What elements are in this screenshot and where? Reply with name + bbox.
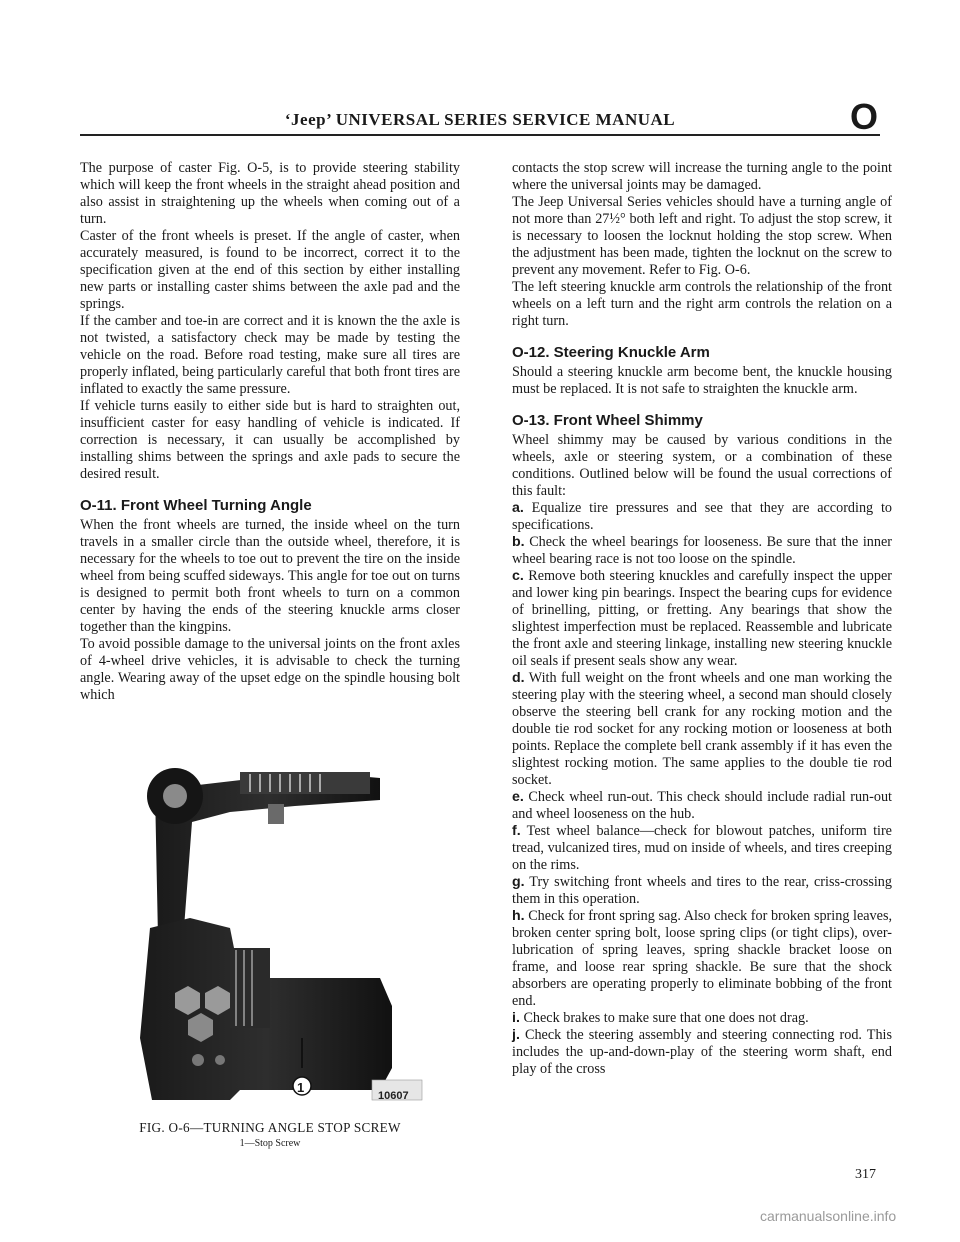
item-text: Try switching front wheels and tires to the rear, criss-crossing them in this operation.	[512, 874, 892, 907]
item-text: With full weight on the front wheels and one man working the steering play with the steering wheel, a second man should closely observe the steering bell crank for any rocking motion and the double tie rod socket for any rocking motion or looseness at both points. Replace the complete bell crank assembly if it has even the slightest rocking motion. The same applies to the double tie rod socket.	[512, 670, 892, 788]
item-label: c.	[512, 568, 524, 584]
list-item	[512, 823, 892, 874]
left-column	[80, 160, 460, 1149]
item-text: Check the steering assembly and steering connecting rod. This includes the up-and-down-play of the steering worm shaft, end play of the cross	[512, 1027, 893, 1077]
paragraph: To avoid possible damage to the universal joints on the front axles of 4-wheel drive vehicles, it is advisable to check the turning angle. Wearing away of the upset edge on the spindle housing bolt which	[80, 636, 460, 703]
steering-knuckle-photo	[80, 738, 460, 1110]
section-heading-o13: O-13. Front Wheel Shimmy	[512, 412, 703, 429]
paragraph: If vehicle turns easily to either side but is hard to straighten out, insufficient caster for easy handling of vehicle is indicated. If correction is necessary, it can usually be accomplished by installing shims between the springs and axle pads to secure the desired result.	[80, 398, 460, 482]
paragraph: The left steering knuckle arm controls the relationship of the front wheels on a left turn and the right arm controls the relation on a right turn.	[512, 279, 892, 329]
page-number: 317	[855, 1167, 876, 1182]
item-label: h.	[512, 908, 525, 924]
item-text: Check the wheel bearings for looseness. Be sure that the inner wheel bearing race is not too loose on the spindle.	[512, 534, 893, 567]
list-item	[512, 670, 892, 789]
paragraph: The Jeep Universal Series vehicles should have a turning angle of not more than 27½° both left and right. To adjust the stop screw, it is necessary to loosen the locknut holding the stop screw. When the adjustment has been made, tighten the locknut on the screw to prevent any movement. Refer to Fig. O-6.	[512, 194, 892, 278]
site-watermark: carmanualsonline.info	[760, 1208, 897, 1224]
item-text: Remove both steering knuckles and carefully inspect the upper and lower king pin bearings. Inspect the bearing cups for evidence of brinelling, pitting, or fretting. Any bearings that show the slightest imperfection must be replaced. Reassemble and lubricate the front axle and steering linkage, installing new steering knuckle oil seals if present seals show any wear.	[512, 568, 892, 669]
item-text: Test wheel balance—check for blowout patches, uniform tire tread, vulcanized tires, mud on inside of wheels, and tires creeping on the rims.	[512, 823, 892, 873]
paragraph: Wheel shimmy may be caused by various conditions in the wheels, axle or steering system, or a combination of these conditions. Outlined below will be found the usual corrections of this fault:	[512, 432, 892, 499]
figure-turning-angle-stop-screw	[80, 738, 460, 1110]
item-label: g.	[512, 874, 525, 890]
callout-1: 1	[297, 1080, 305, 1095]
item-label: d.	[512, 670, 525, 686]
item-label: b.	[512, 534, 525, 550]
list-item	[512, 1010, 892, 1027]
item-text: Check wheel run-out. This check should include radial run-out and wheel looseness on the hub.	[512, 789, 893, 822]
paragraph: contacts the stop screw will increase the turning angle to the point where the universal joints may be damaged.	[512, 160, 892, 193]
figure-legend: 1—Stop Screw	[239, 1138, 301, 1149]
list-item	[512, 1027, 892, 1078]
section-heading-o12: O-12. Steering Knuckle Arm	[512, 344, 710, 361]
item-label: i.	[512, 1010, 520, 1026]
list-item	[512, 534, 892, 568]
item-label: j.	[512, 1027, 520, 1043]
item-label: a.	[512, 500, 524, 516]
list-item	[512, 789, 892, 823]
item-label: f.	[512, 823, 521, 839]
paragraph: Caster of the front wheels is preset. If the angle of caster, when accurately measured, is found to be incorrect, correct it to the specification given at the end of this section by either installing new parts or installing caster shims between the axle pad and the springs.	[80, 228, 460, 312]
figure-number: 10607	[378, 1090, 409, 1102]
figure-caption: FIG. O-6—TURNING ANGLE STOP SCREW	[139, 1120, 401, 1135]
paragraph: When the front wheels are turned, the inside wheel on the turn travels in a smaller circle than the outside wheel, therefore, it is necessary for the wheels to toe out to prevent the tire on the inside wheel from being scuffed sideways. This angle for toe out on turns is designed to permit both front wheels to turn on a common center by having the ends of the steering knuckle arms closer together than the kingpins.	[80, 517, 460, 635]
right-column	[512, 160, 892, 1078]
item-label: e.	[512, 789, 524, 805]
section-letter: O	[849, 96, 878, 137]
section-heading-o11: O-11. Front Wheel Turning Angle	[80, 497, 312, 514]
manual-title: ‘Jeep’ UNIVERSAL SERIES SERVICE MANUAL	[284, 110, 676, 129]
paragraph: If the camber and toe-in are correct and it is known the the axle is not twisted, a satisfactory check may be made by testing the vehicle on the road. Before road testing, make sure all tires are properly inflated, being particularly careful that both front tires are inflated to exactly the same pressure.	[80, 313, 460, 397]
list-item	[512, 908, 892, 1010]
list-item	[512, 874, 892, 908]
paragraph: The purpose of caster Fig. O-5, is to provide steering stability which will keep the front wheels in the straight ahead position and also assist in straightening up the wheels when coming out of a turn.	[80, 160, 460, 227]
list-item	[512, 500, 892, 534]
list-item	[512, 568, 892, 670]
item-text: Check for front spring sag. Also check for broken spring leaves, broken center spring bolt, loose spring clips (or tight clips), over-lubrication of spring leaves, spring shackle bracket loose on frame, and loose rear spring shackle. Be sure that the shock absorbers are operating properly to eliminate bobbing of the front end.	[512, 908, 893, 1009]
page-header	[80, 96, 880, 137]
item-text: Equalize tire pressures and see that they are according to specifications.	[512, 500, 892, 533]
paragraph: Should a steering knuckle arm become bent, the knuckle housing must be replaced. It is not safe to straighten the knuckle arm.	[512, 364, 892, 397]
item-text: Check brakes to make sure that one does not drag.	[523, 1010, 809, 1026]
